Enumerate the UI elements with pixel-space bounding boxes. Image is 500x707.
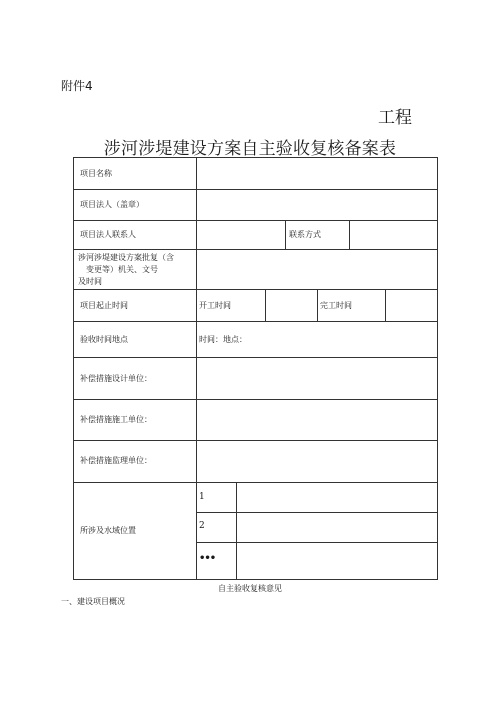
project-name-label: 项目名称 [80, 169, 112, 178]
document-title: 涉河涉堤建设方案自主验收复核备案表 [103, 139, 397, 159]
legal-contact-label: 项目法人联系人 [80, 230, 136, 239]
column-divider [317, 289, 318, 321]
approval-label-line2: 变更等）机关、文号 [86, 265, 158, 274]
approval-label-line1: 涉河涉堤建设方案批复（含 [78, 253, 174, 262]
column-divider [285, 220, 286, 249]
row-divider [74, 399, 438, 400]
section-heading: 一、建设项目概况 [61, 597, 125, 606]
water-area-row-more: ••• [199, 553, 216, 564]
row-divider [74, 249, 438, 250]
row-divider [74, 440, 438, 441]
row-divider [74, 220, 438, 221]
filing-form-table [73, 157, 438, 580]
start-time-label: 开工时间 [199, 301, 231, 310]
design-unit-label: 补偿措施设计单位： [80, 374, 152, 383]
project-period-label: 项目起止时间 [80, 301, 128, 310]
column-divider [236, 482, 237, 580]
construction-unit-label: 补偿措施施工单位： [80, 415, 152, 424]
title-suffix: 工程 [378, 108, 412, 128]
sub-row-divider [196, 512, 438, 513]
water-area-row-2: 2 [199, 521, 205, 531]
column-divider [265, 289, 266, 321]
water-area-row-1: 1 [199, 492, 205, 502]
row-divider [74, 321, 438, 322]
acceptance-time-place-label: 验收时间地点 [80, 335, 128, 344]
water-area-location-label: 所涉及水域位置 [80, 526, 136, 535]
review-opinion-caption: 自主验收复核意见 [218, 584, 282, 593]
row-divider [74, 189, 438, 190]
attachment-label: 附件4 [61, 79, 93, 93]
time-place-value: 时间：地点： [199, 335, 247, 344]
legal-person-label: 项目法人（盖章） [80, 200, 144, 209]
column-divider [349, 220, 350, 249]
row-divider [74, 289, 438, 290]
supervision-unit-label: 补偿措施监理单位： [80, 456, 152, 465]
column-divider [196, 158, 197, 580]
row-divider [74, 482, 438, 483]
contact-method-label: 联系方式 [289, 230, 321, 239]
sub-row-divider [196, 542, 438, 543]
approval-label-line3: 及时间 [78, 277, 102, 286]
row-divider [74, 357, 438, 358]
end-time-label: 完工时间 [320, 301, 352, 310]
column-divider [385, 289, 386, 321]
